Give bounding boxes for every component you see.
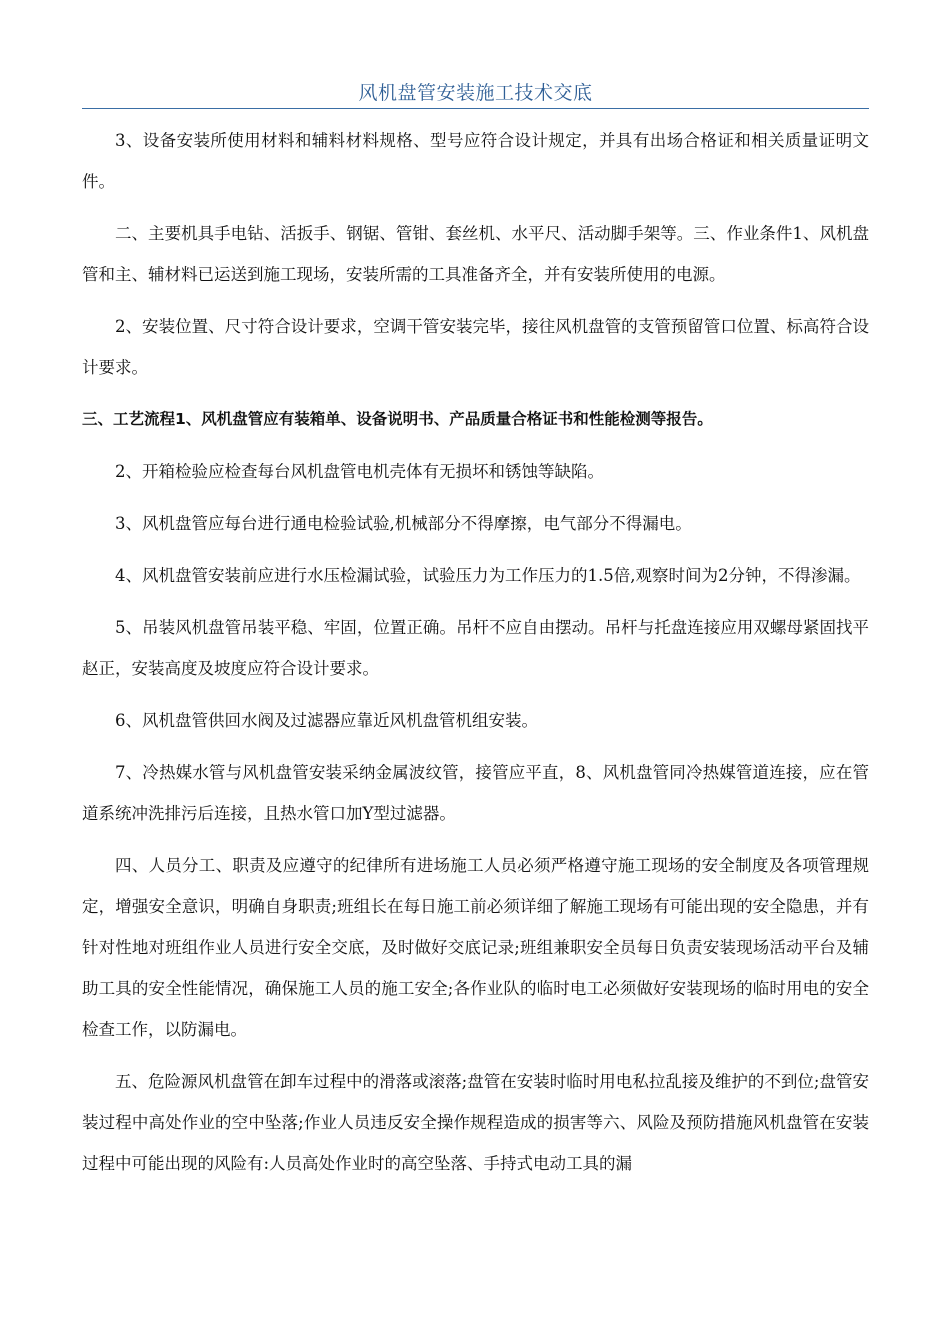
paragraph-valves-filters: 6、风机盘管供回水阀及过滤器应靠近风机盘管机组安装。	[115, 711, 538, 730]
paragraph-unpacking-inspection: 2、开箱检验应检查每台风机盘管电机壳体有无损坏和锈蚀等缺陷。	[115, 462, 604, 481]
document-body	[82, 120, 869, 1195]
paragraph-pipe-connection: 7、冷热媒水管与风机盘管安装采纳金属波纹管，接管应平直，8、风机盘管同冷热媒管道连接，应在管道系统冲洗排污后连接，且热水管口加Y型过滤器。	[82, 763, 869, 823]
paragraph-material-spec: 3、设备安装所使用材料和辅料材料规格、型号应符合设计规定，并具有出场合格证和相关质量证明文件。	[82, 131, 869, 191]
paragraph-tools-conditions: 二、主要机具手电钻、活扳手、钢锯、管钳、套丝机、水平尺、活动脚手架等。三、作业条件1、风机盘管和主、辅材料已运送到施工现场，安装所需的工具准备齐全，并有安装所使用的电源。	[82, 224, 869, 284]
paragraph-install-position: 2、安装位置、尺寸符合设计要求，空调干管安装完毕，接往风机盘管的支管预留管口位置、标高符合设计要求。	[82, 317, 869, 377]
document-header	[82, 80, 869, 109]
paragraph-pressure-test: 4、风机盘管安装前应进行水压检漏试验，试验压力为工作压力的1.5倍,观察时间为2分钟，不得渗漏。	[115, 566, 861, 585]
paragraph-personnel-duties: 四、人员分工、职责及应遵守的纪律所有进场施工人员必须严格遵守施工现场的安全制度及各项管理规定，增强安全意识，明确自身职责;班组长在每日施工前必须详细了解施工现场有可能出现的安全隐患，并有针对性地对班组作业人员进行安全交底，及时做好交底记录;班组兼职安全员每日负责安装现场活动平台及辅助工具的安全性能情况，确保施工人员的施工安全;各作业队的临时电工必须做好安装现场的临时用电的安全检查工作，以防漏电。	[82, 856, 869, 1039]
document-title: 风机盘管安装施工技术交底	[358, 82, 593, 104]
paragraph-process-heading: 三、工艺流程1、风机盘管应有装箱单、设备说明书、产品质量合格证书和性能检测等报告。	[82, 410, 713, 428]
paragraph-hazards-risks: 五、危险源风机盘管在卸车过程中的滑落或滚落;盘管在安装时临时用电私拉乱接及维护的不到位;盘管安装过程中高处作业的空中坠落;作业人员违反安全操作规程造成的损害等六、风险及预防措施风机盘管在安装过程中可能出现的风险有:人员高处作业时的高空坠落、手持式电动工具的漏	[82, 1072, 869, 1173]
paragraph-hoisting: 5、吊装风机盘管吊装平稳、牢固，位置正确。吊杆不应自由摆动。吊杆与托盘连接应用双螺母紧固找平赵正，安装高度及坡度应符合设计要求。	[82, 618, 869, 678]
paragraph-power-test: 3、风机盘管应每台进行通电检验试验,机械部分不得摩擦，电气部分不得漏电。	[115, 514, 692, 533]
